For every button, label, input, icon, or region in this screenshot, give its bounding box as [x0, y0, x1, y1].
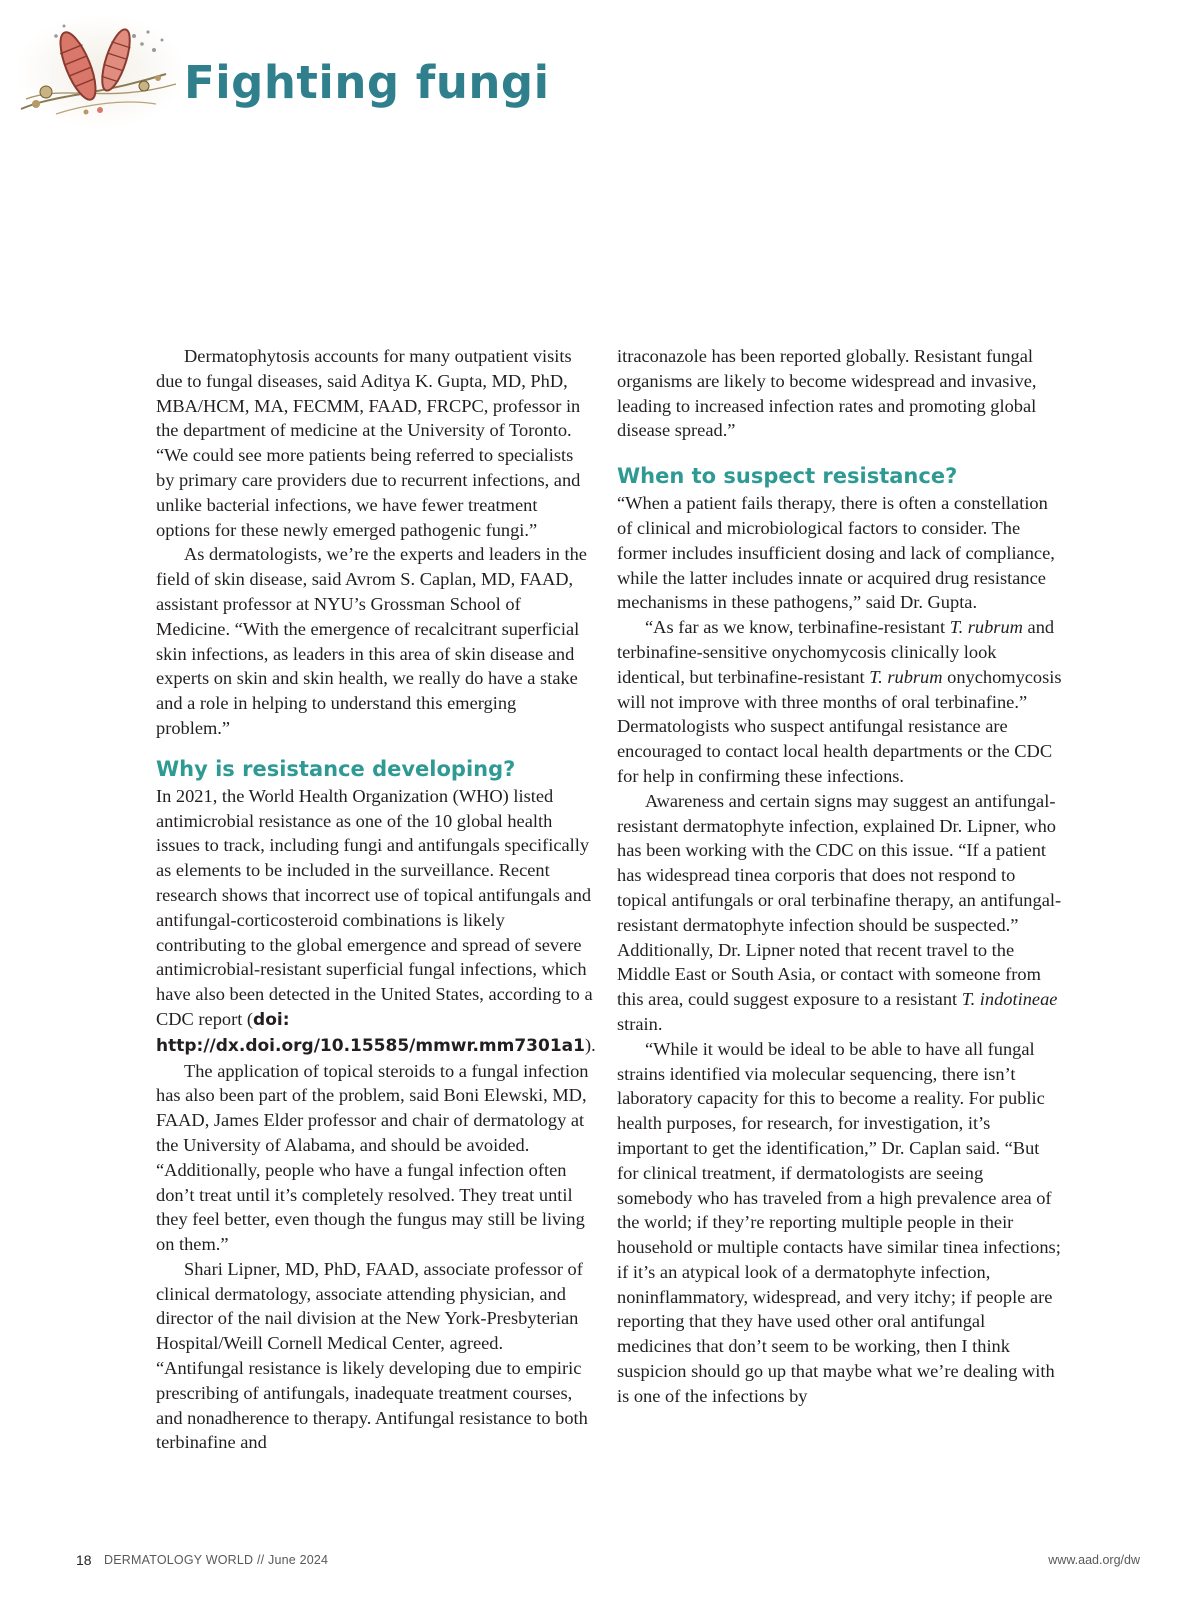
paragraph: The application of topical steroids to a fungal infection has also been part of the problem, said Boni Elewski, MD, FAAD, James Elder professor and chair of dermatology at the University of Alabama, and should be avoided. “Additionally, people who have a fungal infection often don’t treat until it’s completely resolved. They treat until they feel better, even though the fungus may still be living on them.”	[156, 1060, 589, 1255]
paragraph	[156, 784, 594, 1059]
paragraph: Dermatophytosis accounts for many outpatient visits due to fungal diseases, said Aditya K. Gupta, MD, PhD, MBA/HCM, MA, FECMM, FAAD, FRCPC, professor in the department of medicine at the University of Toronto. “We could see more patients being referred to specialists by primary care providers due to recurrent infections, and unlike bacterial infections, we have fewer treatment options for these newly emerged pathogenic fungi.”	[156, 346, 581, 540]
masthead	[16, 14, 576, 129]
page-number: 18	[76, 1552, 92, 1568]
page-footer	[76, 1552, 1140, 1572]
paragraph: itraconazole has been reported globally. Resistant fungal organisms are likely to become widespread and invasive, leading to increased infection rates and promoting global disease spread.”	[617, 346, 1037, 441]
paragraph-text: In 2021, the World Health Organization (WHO) listed antimicrobial resistance as one of the 10 global health issues to track, including fungi and antifungals specifically as elements to be included in the surveillance. Recent research shows that incorrect use of topical antifungals and antifungal-corticosteroid combinations is likely contributing to the global emergence and spread of severe antimicrobial-resistant superficial fungal infections, which have also been detected in the United States, according to a CDC report (	[156, 785, 593, 1029]
paragraph: As dermatologists, we’re the experts and leaders in the field of skin disease, said Avrom S. Caplan, MD, FAAD, assistant professor at NYU’s Grossman School of Medicine. “With the emergence of recalcitrant superficial skin infections, as leaders in this area of skin disease and experts on skin and skin health, we really do have a stake and a role in helping to understand this emerging problem.”	[156, 544, 587, 738]
species-name: T. rubrum	[869, 666, 943, 687]
article-column-left	[156, 344, 594, 1455]
paragraph-text: ).	[584, 1034, 596, 1055]
species-name: T. rubrum	[949, 617, 1023, 638]
website-link[interactable]: www.aad.org/dw	[1048, 1553, 1140, 1567]
paragraph	[617, 615, 1063, 789]
footer-separator: //	[256, 1553, 265, 1567]
paragraph: “When a patient fails therapy, there is often a constellation of clinical and microbiological factors to consider. The former includes insufficient dosing and lack of compliance, while the latter includes innate or acquired drug resistance mechanisms in these pathogens,” said Dr. Gupta.	[617, 493, 1055, 613]
species-name: T. indotineae	[961, 989, 1058, 1010]
article-column-right	[617, 344, 1063, 1409]
issue-date: June 2024	[268, 1553, 329, 1567]
fungi-illustration-icon	[16, 14, 186, 129]
section-heading: When to suspect resistance?	[617, 464, 958, 489]
page-title: Fighting fungi	[184, 56, 550, 109]
magazine-name: DERMATOLOGY WORLD	[104, 1553, 254, 1567]
paragraph-text: “As far as we know, terbinafine-resistant	[645, 617, 950, 638]
paragraph: Shari Lipner, MD, PhD, FAAD, associate professor of clinical dermatology, associate attending physician, and director of the nail division at the New York-Presbyterian Hospital/Weill Cornell Medical Center, agreed. “Antifungal resistance is likely developing due to empiric prescribing of antifungals, inadequate treatment courses, and nonadherence to therapy. Antifungal resistance to both terbinafine and	[156, 1258, 588, 1453]
paragraph: “While it would be ideal to be able to have all fungal strains identified via molecular sequencing, there isn’t laboratory capacity for this to become a reality. For public health purposes, for research, for investigation, it’s important to get the identification,” Dr. Caplan said. “But for clinical treatment, if dermatologists are seeing somebody who has traveled from a high prevalence area of the world; if they’re reporting multiple people in their household or multiple contacts have similar tinea infections; if it’s an atypical look of a dermatophyte infection, noninflammatory, widespread, and very itchy; if people are reporting that they have used other oral antifungal medicines that don’t seem to be working, then I think suspicion should go up that maybe what we’re dealing with is one of the infections by	[617, 1038, 1061, 1406]
paragraph-text: strain.	[617, 1013, 663, 1034]
doi-link[interactable]: doi: http://dx.doi.org/10.15585/mmwr.mm7301a1	[156, 1009, 585, 1056]
paragraph	[617, 789, 1063, 1037]
paragraph-text: Awareness and certain signs may suggest an antifungal-resistant dermatophyte infection, explained Dr. Lipner, who has been working with the CDC on this issue. “If a patient has widespread tinea corporis that does not respond to topical antifungals or oral terbinafine therapy, an antifungal-resistant dermatophyte infection should be suspected.” Additionally, Dr. Lipner noted that recent travel to the Middle East or South Asia, or contact with someone from this area, could suggest exposure to a resistant	[617, 790, 1062, 1010]
section-heading: Why is resistance developing?	[156, 756, 516, 781]
magazine-info	[104, 1553, 328, 1567]
paragraph-text: and terbinafine-sensitive onychomycosis clinically look identical, but terbinafine-resistant	[617, 617, 1055, 687]
paragraph-text: onychomycosis will not improve with three months of oral terbinafine.” Dermatologists who suspect antifungal resistance are encouraged to contact local health departments or the CDC for help in confirming these infections.	[617, 666, 1062, 786]
